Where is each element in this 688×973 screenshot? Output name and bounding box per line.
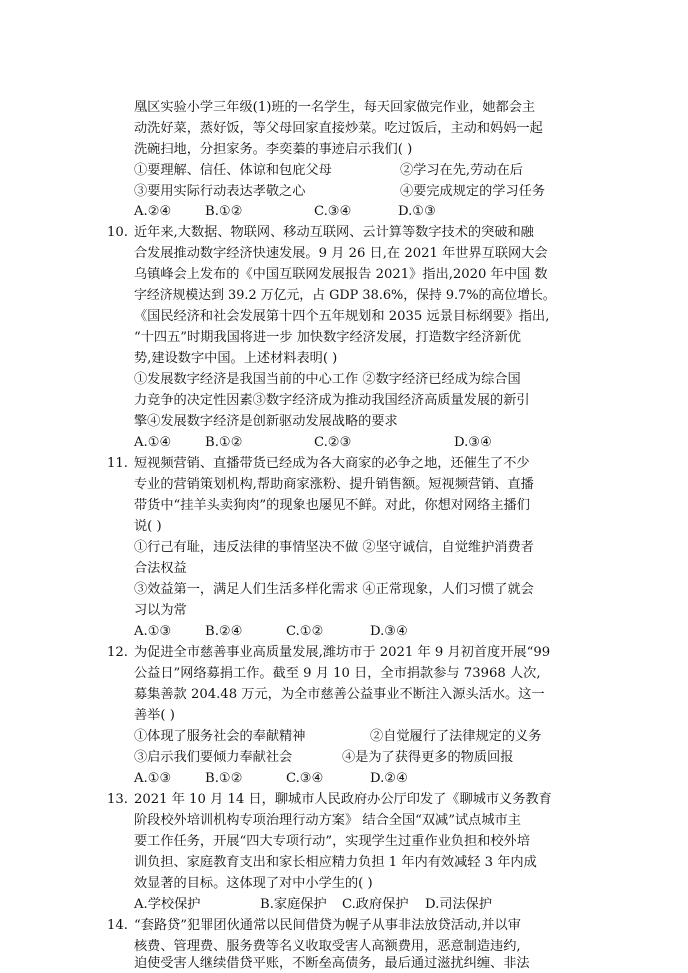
- q10-choice-d: D.③④: [454, 435, 492, 450]
- q9-statement-4: ④要完成规定的学习任务: [400, 184, 546, 199]
- q9-line-3: 洗碗扫地，分担家务。李奕蓁的事迹启示我们( ): [134, 142, 413, 157]
- q9-choice-d: D.①③: [398, 204, 436, 219]
- q12-line-4: 善举( ): [134, 708, 175, 723]
- q10-line-2: 合发展推动数字经济快速发展。9 月 26 日,在 2021 年世界互联网大会: [134, 246, 548, 261]
- q10-line-7: 势,建设数字中国。上述材料表明( ): [134, 351, 338, 366]
- q14-line-1: “套路贷”犯罪团伙通常以民间借贷为幌子从事非法放贷活动,并以审: [134, 918, 521, 933]
- q14-line-3: 迫使受害人继续借贷平账，不断垒高债务，最后通过滋扰纠缠、非法: [134, 956, 530, 971]
- q9-line-2: 动洗好菜，蒸好饭，等父母回家直接炒菜。吃过饭后，主动和妈妈一起: [134, 121, 543, 136]
- q9-statement-3: ③要用实际行动表达孝敬之心: [134, 184, 306, 199]
- q10-choice-b: B.①②: [205, 435, 243, 450]
- q14-line-2: 核费、管理费、服务费等名义收取受害人高额费用，恶意制造违约,: [134, 939, 521, 954]
- q10-line-10: 擎④发展数字经济是创新驱动发展战略的要求: [134, 414, 398, 429]
- q9-statement-1: ①要理解、信任、体谅和包庇父母: [134, 163, 332, 178]
- q12-choice-a: A.①③: [134, 771, 172, 786]
- q10-line-5: 《国民经济和社会发展第十四个五年规划和 2035 远景目标纲要》指出,: [134, 309, 550, 324]
- q10-line-3: 乌镇峰会上发布的《中国互联网发展报告 2021》指出,2020 年中国 数: [134, 267, 548, 282]
- q11-line-6: 合法权益: [134, 561, 187, 576]
- q11-line-2: 专业的营销策划机构,帮助商家涨粉、提升销售额。短视频营销、直播: [134, 477, 534, 492]
- q13-choice-b: B.家庭保护: [260, 897, 327, 912]
- q11-line-8: 习以为常: [134, 603, 187, 618]
- q13-choice-a: A.学校保护: [134, 897, 201, 912]
- q12-statement-3: ③启示我们要倾力奉献社会: [134, 750, 293, 765]
- q10-line-9: 力竞争的决定性因素③数字经济成为推动我国经济高质量发展的新引: [134, 393, 530, 408]
- q12-line-1: 为促进全市慈善事业高质量发展,潍坊市于 2021 年 9 月初首度开展“99: [134, 645, 551, 660]
- q13-line-2: 阶段校外培训机构专项治理行动方案》 结合全国“双减”试点城市主: [134, 813, 521, 828]
- q12-choice-c: C.③④: [286, 771, 324, 786]
- q11-choice-b: B.②④: [205, 624, 243, 639]
- q14-number: 14.: [107, 918, 128, 933]
- q10-choice-a: A.①④: [134, 435, 172, 450]
- q13-line-1: 2021 年 10 月 14 日，聊城市人民政府办公厅印发了《聊城市义务教育: [134, 792, 552, 807]
- q11-line-4: 说( ): [134, 519, 162, 534]
- q11-number: 11.: [107, 456, 128, 471]
- q13-choice-d: D.司法保护: [425, 897, 493, 912]
- q11-line-3: 带货中“挂羊头卖狗肉”的现象也屡见不鲜。对此，你想对网络主播们: [134, 498, 530, 513]
- q13-line-5: 效显著的目标。这体现了对中小学生的( ): [134, 876, 373, 891]
- q9-statement-2: ②学习在先,劳动在后: [400, 163, 523, 178]
- q13-line-3: 要工作任务，开展“四大专项行动”，实现学生过重作业负担和校外培: [134, 834, 530, 849]
- q11-choice-a: A.①③: [134, 624, 172, 639]
- q9-choice-c: C.③④: [314, 204, 352, 219]
- q13-line-4: 训负担、家庭教育支出和家长相应精力负担 1 年内有效减轻 3 年内成: [134, 855, 537, 870]
- q11-line-1: 短视频营销、直播带货已经成为各大商家的必争之地，还催生了不少: [134, 456, 530, 471]
- q12-statement-2: ②自觉履行了法律规定的义务: [370, 729, 542, 744]
- q9-choice-a: A.②④: [134, 204, 172, 219]
- q12-choice-b: B.①②: [205, 771, 243, 786]
- q12-statement-1: ①体现了服务社会的奉献精神: [134, 729, 306, 744]
- q10-line-6: “十四五”时期我国将进一步 加快数字经济发展，打造数字经济新优: [134, 330, 521, 345]
- q10-line-8: ①发展数字经济是我国当前的中心工作 ②数字经济已经成为综合国: [134, 372, 521, 387]
- q13-choice-c: C.政府保护: [342, 897, 409, 912]
- q11-choice-d: D.③④: [370, 624, 408, 639]
- q12-statement-4: ④是为了获得更多的物质回报: [342, 750, 514, 765]
- q13-number: 13.: [107, 792, 128, 807]
- q11-line-5: ①行己有耻，违反法律的事情坚决不做 ②坚守诚信，自觉维护消费者: [134, 540, 534, 555]
- q10-choice-c: C.②③: [314, 435, 352, 450]
- q9-choice-b: B.①②: [205, 204, 243, 219]
- q10-line-4: 字经济规模达到 39.2 万亿元，占 GDP 38.6%，保持 9.7%的高位增长。: [134, 288, 556, 303]
- q10-number: 10.: [107, 225, 128, 240]
- q12-choice-d: D.②④: [370, 771, 408, 786]
- q9-line-1: 凰区实验小学三年级(1)班的一名学生，每天回家做完作业，她都会主: [134, 100, 536, 115]
- q11-choice-c: C.①②: [286, 624, 324, 639]
- q12-line-2: 公益日”网络募捐工作。截至 9 月 10 日，全市捐款参与 73968 人次,: [134, 666, 541, 681]
- q11-line-7: ③效益第一，满足人们生活多样化需求 ④正常现象，人们习惯了就会: [134, 582, 534, 597]
- q12-line-3: 募集善款 204.48 万元，为全市慈善公益事业不断注入源头活水。这一: [134, 687, 545, 702]
- q10-line-1: 近年来,大数据、物联网、移动互联网、云计算等数字技术的突破和融: [134, 225, 534, 240]
- q12-number: 12.: [107, 645, 128, 660]
